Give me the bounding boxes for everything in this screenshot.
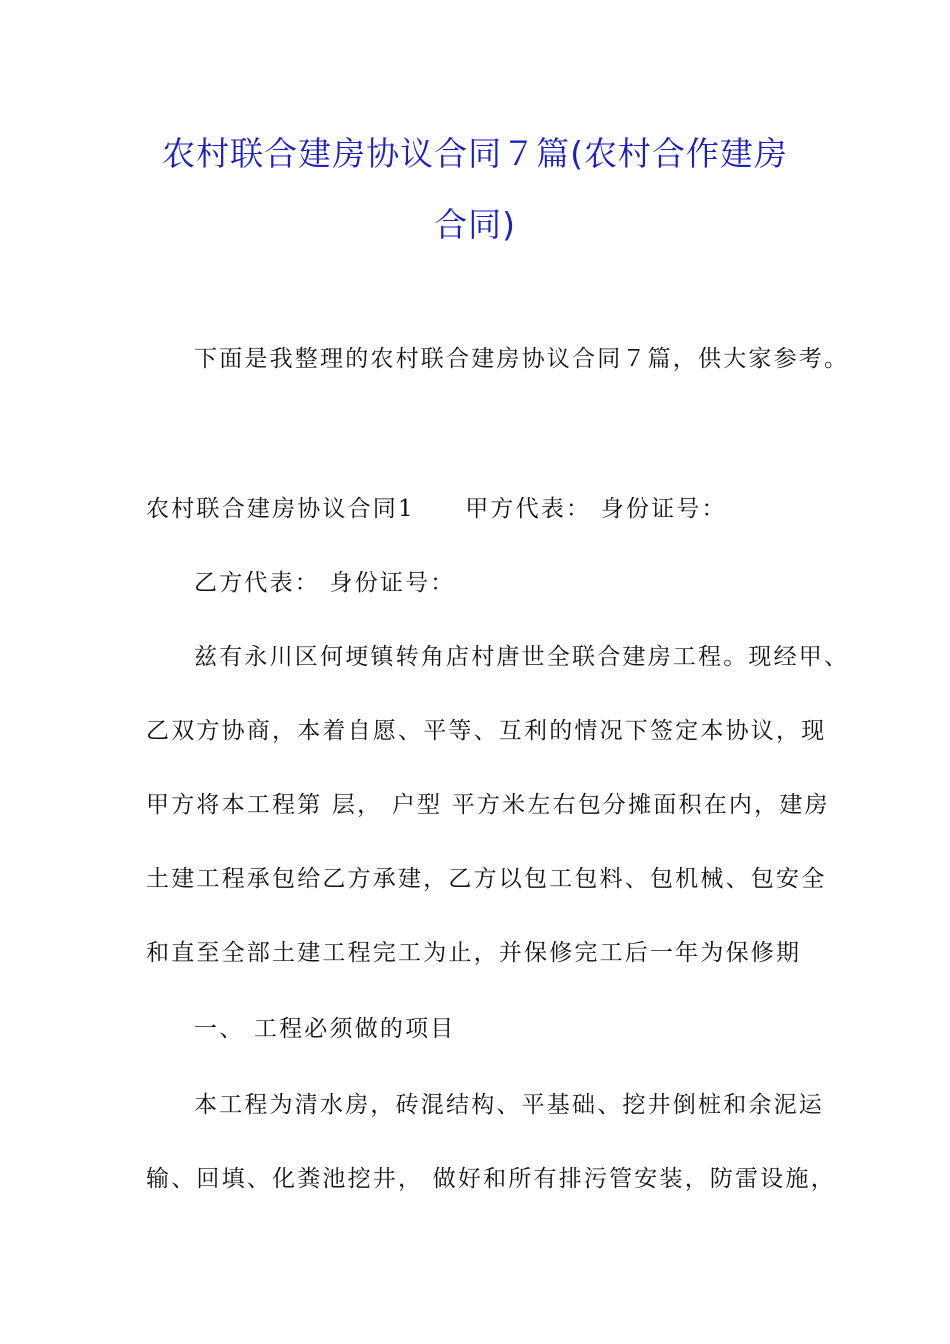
body-text-line: 和直至全部土建工程完工为止，并保修完工后一年为保修期: [146, 940, 802, 966]
body-text-line: 土建工程承包给乙方承建，乙方以包工包料、包机械、包安全: [146, 866, 827, 892]
body-text-line: 甲方将本工程第 层， 户型 平方米左右包分摊面积在内，建房: [146, 792, 830, 818]
contract-1-heading-line: 农村联合建房协议合同1 甲方代表： 身份证号：: [146, 496, 727, 522]
document-title-line-2: 合同): [434, 205, 516, 244]
body-text-line: 乙双方协商，本着自愿、平等、互利的情况下签定本协议，现: [146, 718, 827, 744]
section-heading: 一、 工程必须做的项目: [194, 1016, 456, 1042]
party-b-line: 乙方代表： 身份证号：: [194, 570, 456, 596]
body-text-line: 兹有永川区何埂镇转角店村唐世全联合建房工程。现经甲、: [194, 644, 850, 670]
body-text-line: 本工程为清水房，砖混结构、平基础、挖井倒桩和余泥运: [194, 1092, 824, 1118]
intro-paragraph: 下面是我整理的农村联合建房协议合同７篇，供大家参考。: [194, 346, 850, 372]
body-text-line: 输、回填、化粪池挖井， 做好和所有排污管安装，防雷设施，: [146, 1166, 836, 1192]
document-title-line-1: 农村联合建房协议合同７篇(农村合作建房: [162, 134, 788, 173]
